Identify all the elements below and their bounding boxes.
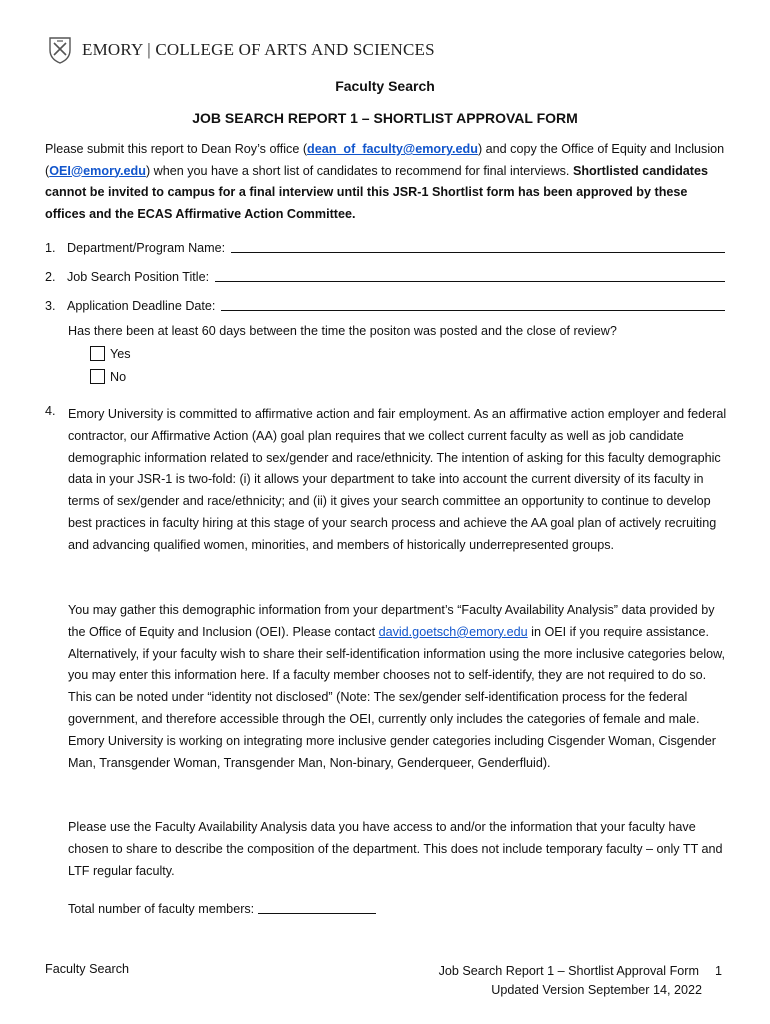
dean-email-link[interactable]: dean_of_faculty@emory.edu — [307, 142, 478, 156]
intro-text-3: ) when you have a short list of candidates to recommend for final interviews. — [145, 163, 573, 178]
intro-text-1: Please submit this report to Dean Roy’s office ( — [45, 142, 308, 156]
demographic-info-paragraph — [68, 600, 728, 774]
footer-version: Updated Version September 14, 2022 — [491, 983, 702, 997]
intro-bold-notice: Shortlisted candidates cannot be invited to campus for a final interview until this JSR-1 Shortlist form has been approved by these offices and the ECAS Affirmative Action Committee. — [45, 163, 709, 221]
no-checkbox[interactable] — [90, 369, 105, 384]
yes-option[interactable] — [90, 346, 131, 361]
field-number: 2. — [45, 270, 56, 284]
header-logo-text: EMORY | COLLEGE OF ARTS AND SCIENCES — [82, 40, 435, 59]
total-faculty-input-line[interactable] — [258, 899, 376, 914]
footer-right — [439, 962, 722, 1000]
intro-text-2: ) and copy the Office of Equity and Inclusion ( — [45, 142, 725, 178]
footer-form-name: Job Search Report 1 – Shortlist Approval Form — [438, 964, 699, 978]
page-title: Faculty Search — [335, 78, 435, 94]
total-faculty-field — [68, 899, 376, 916]
yes-checkbox[interactable] — [90, 346, 105, 361]
no-label: No — [110, 369, 127, 384]
field-label: Job Search Position Title: — [67, 270, 210, 284]
field-number: 1. — [45, 241, 56, 255]
page-number: 1 — [714, 964, 722, 978]
availability-analysis-paragraph: Please use the Faculty Availability Analysis data you have access to and/or the information that your faculty have chosen to share to describe the composition of the department. This does not include temporary faculty – only TT and LTF regular faculty. — [68, 820, 723, 878]
contact-email-link[interactable]: david.goetsch@emory.edu — [378, 624, 528, 639]
affirmative-action-paragraph: Emory University is committed to affirmative action and fair employment. As an affirmative action employer and federal contractor, our Affirmative Action (AA) goal plan requires that we collect current faculty as well as job candidate demographic information related to sex/gender and race/ethnicity. The intention of asking for this faculty demographic data in your JSR-1 is two-fold: (i) it allows your department to take into account the current diversity of its faculty in terms of sex/gender and race/ethnicity; and (ii) it gives your search committee an opportunity to continue to develop best practices in faculty hiring at this stage of your search process and achieve the AA goal plan of actively recruiting and advancing qualified women, minorities, and members of historically underrepresented groups. — [68, 407, 727, 552]
total-faculty-label: Total number of faculty members: — [68, 902, 255, 916]
header — [48, 36, 435, 64]
para2-text-2: in OEI if you require assistance. Alternatively, if your faculty wish to share their self-identification information using the more inclusive categories below, you may enter this information here. If a faculty member chooses not to self-identify, they are not required to do so. This can be noted under “identity not disclosed” (Note: The sex/gender self-identification process for the federal government, and therefore accessible through the OEI, currently only includes the categories of female and male. Emory University is working on integrating more inclusive gender categories including Cisgender Woman, Cisgender Man, Transgender Woman, Transgender Man, Non-binary, Genderqueer, Genderfluid). — [68, 624, 726, 770]
para2-text-1: You may gather this demographic information from your department’s “Faculty Availability Analysis” data provided by the Office of Equity and Inclusion (OEI). Please contact — [68, 603, 715, 639]
field-number: 3. — [45, 299, 56, 313]
field-label: Department/Program Name: — [67, 241, 226, 255]
footer-left: Faculty Search — [45, 962, 129, 976]
yes-label: Yes — [110, 346, 131, 361]
field-department — [45, 238, 725, 255]
item-number: 4. — [45, 404, 56, 418]
oei-email-link[interactable]: OEI@emory.edu — [49, 163, 146, 178]
form-title: JOB SEARCH REPORT 1 – SHORTLIST APPROVAL FORM — [192, 110, 578, 126]
field-position-title — [45, 267, 725, 284]
no-option[interactable] — [90, 369, 126, 384]
emory-shield-logo-icon — [48, 36, 72, 64]
field-deadline-date — [45, 296, 725, 313]
position-title-input-line[interactable] — [215, 267, 725, 282]
field-label: Application Deadline Date: — [67, 299, 216, 313]
deadline-date-input-line[interactable] — [221, 296, 725, 311]
item-4 — [45, 404, 735, 557]
posting-period-question: Has there been at least 60 days between the time the positon was posted and the close of review? — [68, 324, 617, 338]
department-input-line[interactable] — [231, 238, 725, 253]
intro-paragraph — [45, 139, 725, 225]
